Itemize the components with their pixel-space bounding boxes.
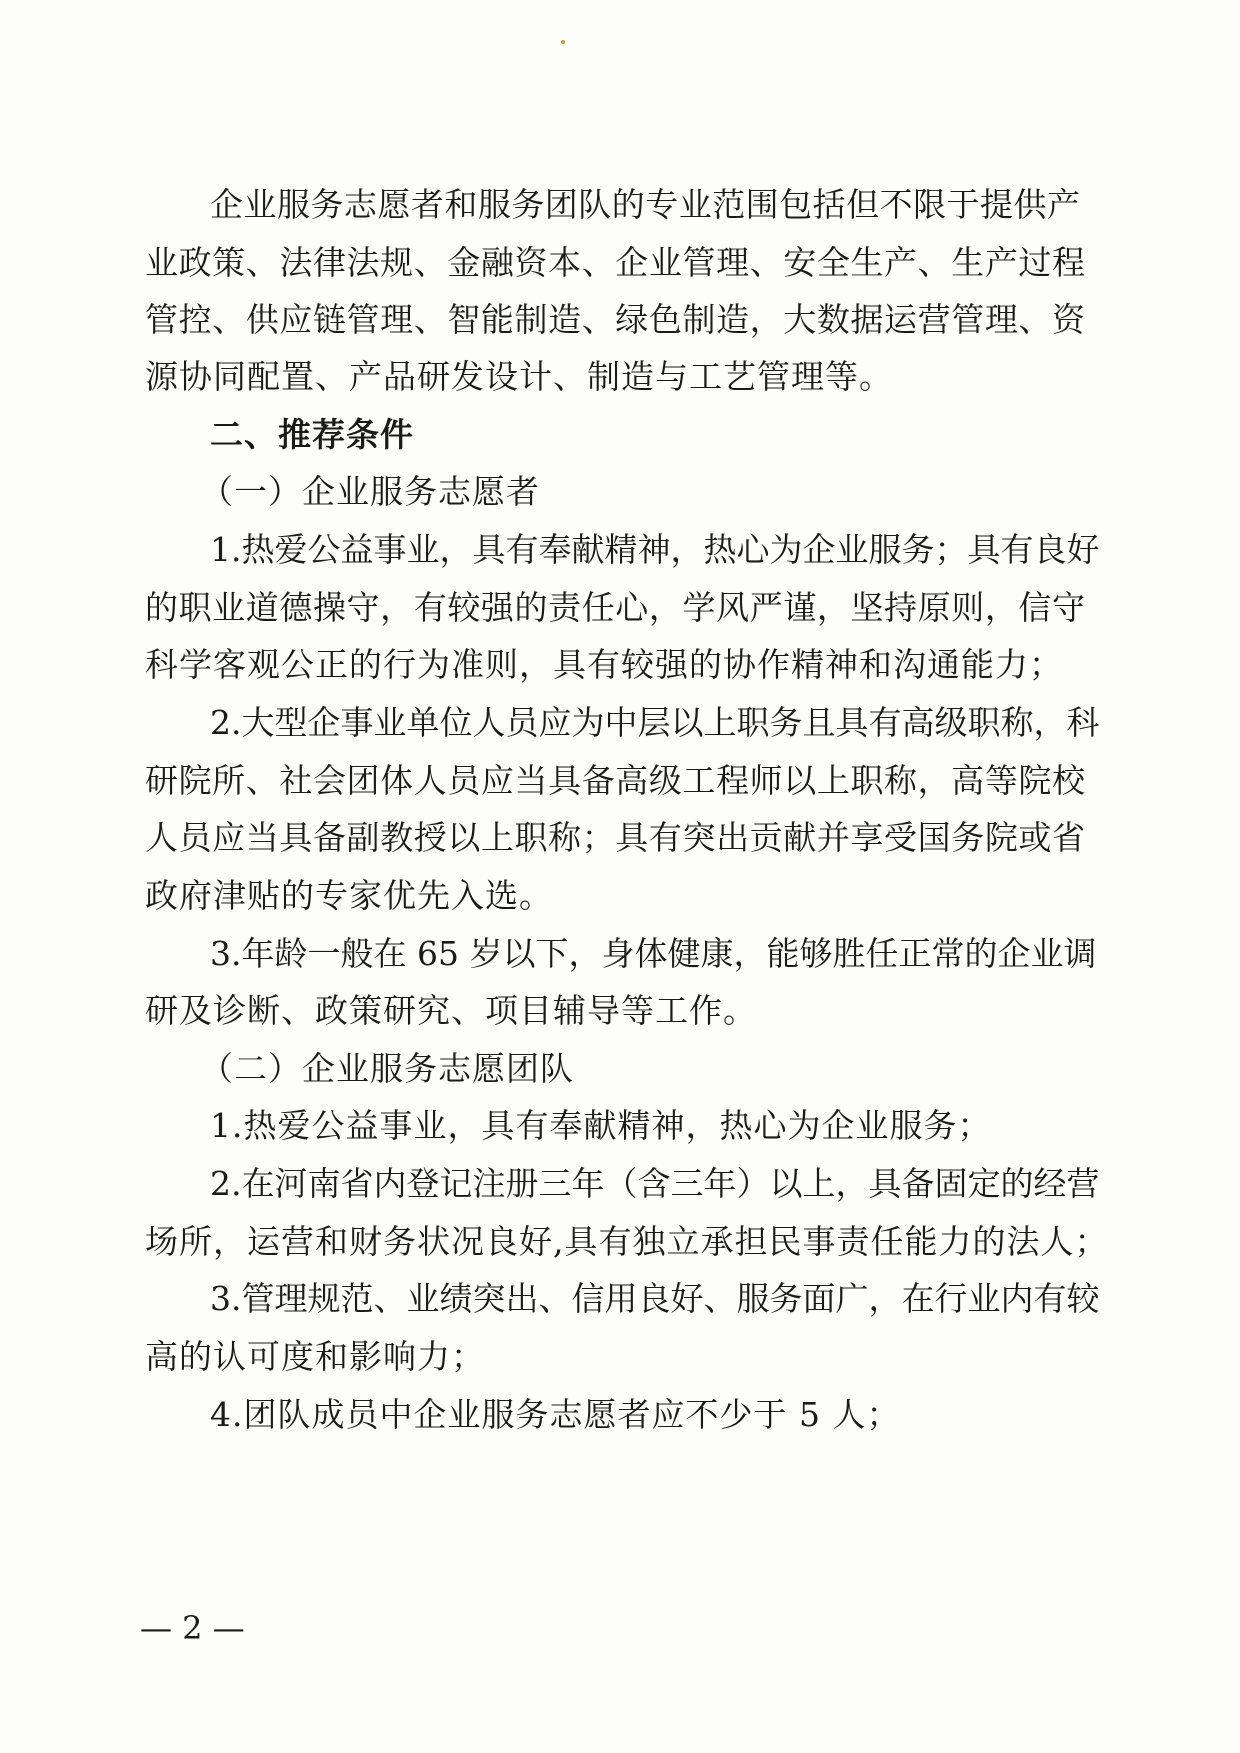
paragraph-line: 政府津贴的专家优先入选。 xyxy=(145,876,553,915)
paragraph-line: 1.热爱公益事业，具有奉献精神，热心为企业服务； xyxy=(210,1106,992,1145)
paragraph-line: 2.在河南省内登记注册三年（含三年）以上，具备固定的经营 xyxy=(210,1164,1100,1203)
paragraph-line: 2.大型企事业单位人员应为中层以上职务且具有高级职称，科 xyxy=(210,703,1100,742)
paragraph-line: 企业服务志愿者和服务团队的专业范围包括但不限于提供产 xyxy=(210,185,1080,224)
paragraph-line: 3.年龄一般在 65 岁以下，身体健康，能够胜任正常的企业调 xyxy=(210,934,1097,973)
subsection-heading: （一）企业服务志愿者 xyxy=(200,472,540,511)
paragraph-line: 科学客观公正的行为准则，具有较强的协作精神和沟通能力； xyxy=(145,645,1063,684)
paragraph-line: 研及诊断、政策研究、项目辅导等工作。 xyxy=(145,991,757,1030)
subsection-heading: （二）企业服务志愿团队 xyxy=(200,1049,574,1088)
paragraph-line: 场所，运营和财务状况良好,具有独立承担民事责任能力的法人； xyxy=(145,1222,1109,1261)
paragraph-line: 人员应当具备副教授以上职称；具有突出贡献并享受国务院或省 xyxy=(145,818,1085,857)
binding-mark xyxy=(561,40,565,44)
paragraph-line: 3.管理规范、业绩突出、信用良好、服务面广，在行业内有较 xyxy=(210,1279,1100,1318)
page-number: — 2 — xyxy=(140,1609,245,1647)
paragraph-line: 源协同配置、产品研发设计、制造与工艺管理等。 xyxy=(145,357,893,396)
section-heading: 二、推荐条件 xyxy=(210,415,414,454)
paragraph-line: 业政策、法律法规、金融资本、企业管理、安全生产、生产过程 xyxy=(145,243,1085,282)
paragraph-line: 的职业道德操守，有较强的责任心，学风严谨，坚持原则，信守 xyxy=(145,588,1085,627)
paragraph-line: 管控、供应链管理、智能制造、绿色制造，大数据运营管理、资 xyxy=(145,300,1085,339)
paragraph-line: 1.热爱公益事业，具有奉献精神，热心为企业服务；具有良好 xyxy=(210,530,1100,569)
paragraph-line: 研院所、社会团体人员应当具备高级工程师以上职称，高等院校 xyxy=(145,761,1085,800)
paragraph-line: 高的认可度和影响力； xyxy=(145,1337,485,1376)
paragraph-line: 4.团队成员中企业服务志愿者应不少于 5 人； xyxy=(210,1395,901,1434)
